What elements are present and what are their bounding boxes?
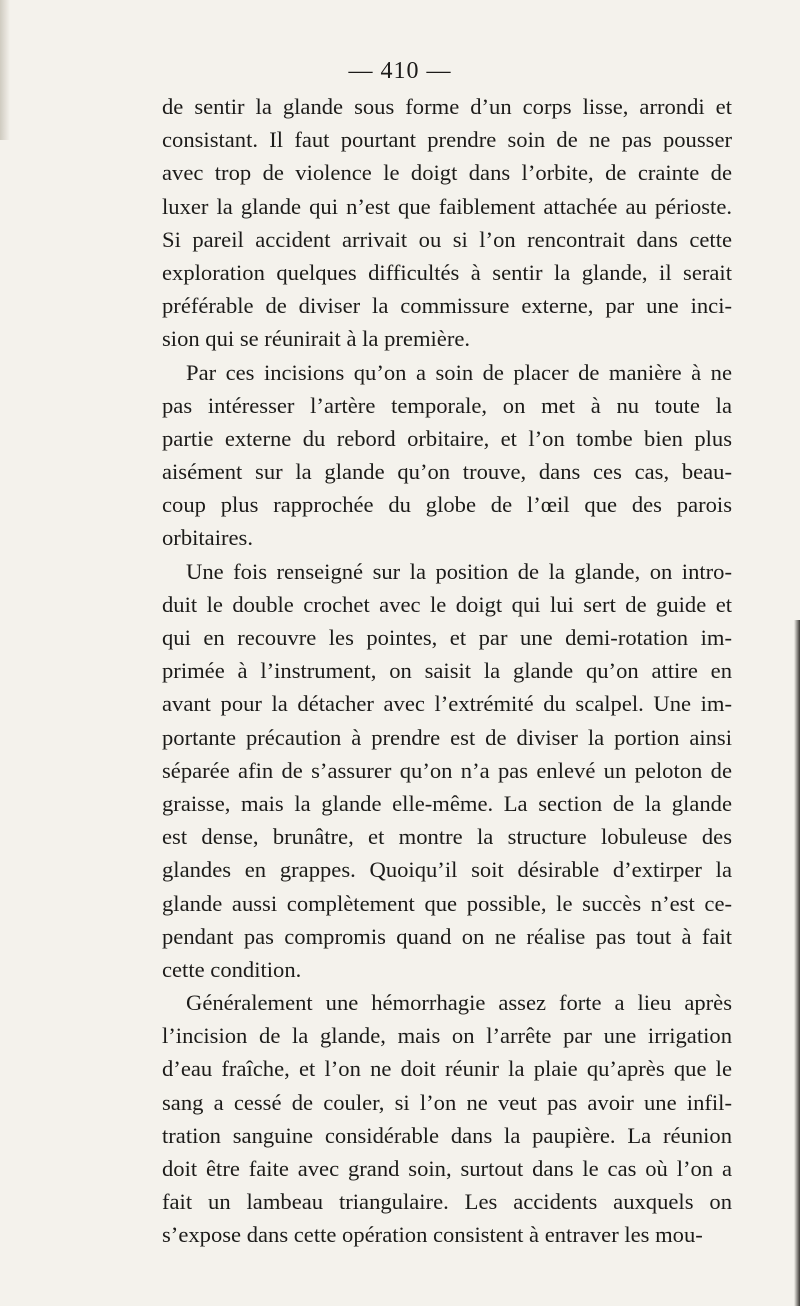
text-line: avec trop de violence le doigt dans l’orbite, de crainte de	[162, 160, 732, 186]
text-line: préférable de diviser la commissure externe, par une inci-	[162, 293, 732, 319]
text-line: sion qui se réunirait à la première.	[162, 326, 471, 352]
text-line: partie externe du rebord orbitaire, et l’on tombe bien plus	[162, 425, 732, 451]
text-line: glande aussi complètement que possible, le succès n’est ce-	[162, 890, 732, 916]
paragraph	[162, 555, 732, 986]
text-line: doit être faite avec grand soin, surtout dans le cas où l’on a	[162, 1156, 732, 1181]
text-line: pas intéresser l’artère temporale, on met à nu toute la	[162, 392, 732, 418]
paragraph	[162, 90, 732, 356]
text-line: graisse, mais la glande elle-même. La section de la glande	[162, 790, 732, 816]
paragraph	[162, 356, 732, 555]
text-line: qui en recouvre les pointes, et par une demi-rotation im-	[162, 625, 732, 650]
text-line: avant pour la détacher avec l’extrémité du scalpel. Une im-	[162, 691, 732, 717]
body-text	[162, 90, 732, 1252]
text-line: d’eau fraîche, et l’on ne doit réunir la plaie qu’après que le	[162, 1056, 732, 1082]
text-line: Si pareil accident arrivait ou si l’on rencontrait dans cette	[162, 226, 732, 252]
text-line: l’incision de la glande, mais on l’arrête par une irrigation	[162, 1023, 732, 1049]
text-line: fait un lambeau triangulaire. Les accidents auxquels on	[162, 1189, 732, 1215]
text-line: consistant. Il faut pourtant prendre soin de ne pas pousser	[162, 127, 732, 153]
text-line: tration sanguine considérable dans la paupière. La réunion	[162, 1122, 732, 1148]
text-line: orbitaires.	[162, 525, 253, 551]
text-line: aisément sur la glande qu’on trouve, dans ces cas, beau-	[162, 459, 732, 485]
text-line: glandes en grappes. Quoiqu’il soit désirable d’extirper la	[162, 857, 732, 883]
text-line: cette condition.	[162, 956, 302, 982]
text-line: Généralement une hémorrhagie assez forte a lieu après	[186, 990, 732, 1016]
text-line: portante précaution à prendre est de diviser la portion ainsi	[162, 724, 732, 750]
text-line: séparée afin de s’assurer qu’on n’a pas enlevé un peloton de	[162, 757, 732, 783]
text-line: primée à l’instrument, on saisit la glande qu’on attire en	[162, 658, 732, 684]
text-line: Une fois renseigné sur la position de la glande, on intro-	[186, 558, 732, 584]
paragraph	[162, 986, 732, 1252]
text-line: exploration quelques difficultés à sentir la glande, il serait	[162, 259, 732, 285]
text-line: est dense, brunâtre, et montre la structure lobuleuse des	[162, 824, 732, 850]
text-line: Par ces incisions qu’on a soin de placer de manière à ne	[186, 359, 732, 385]
text-line: sang a cessé de couler, si l’on ne veut pas avoir une infil-	[162, 1089, 732, 1115]
page-edge-shadow-right	[794, 620, 800, 1306]
text-line: pendant pas compromis quand on ne réalise pas tout à fait	[162, 923, 732, 949]
text-line: de sentir la glande sous forme d’un corps lisse, arrondi et	[162, 94, 732, 119]
text-line: luxer la glande qui n’est que faiblement attachée au périoste.	[162, 193, 732, 219]
text-line: s’expose dans cette opération consistent à entraver les mou-	[162, 1222, 703, 1248]
page-number: — 410 —	[348, 58, 452, 84]
text-line: coup plus rapprochée du globe de l’œil que des parois	[162, 492, 732, 518]
text-line: duit le double crochet avec le doigt qui lui sert de guide et	[162, 591, 732, 617]
